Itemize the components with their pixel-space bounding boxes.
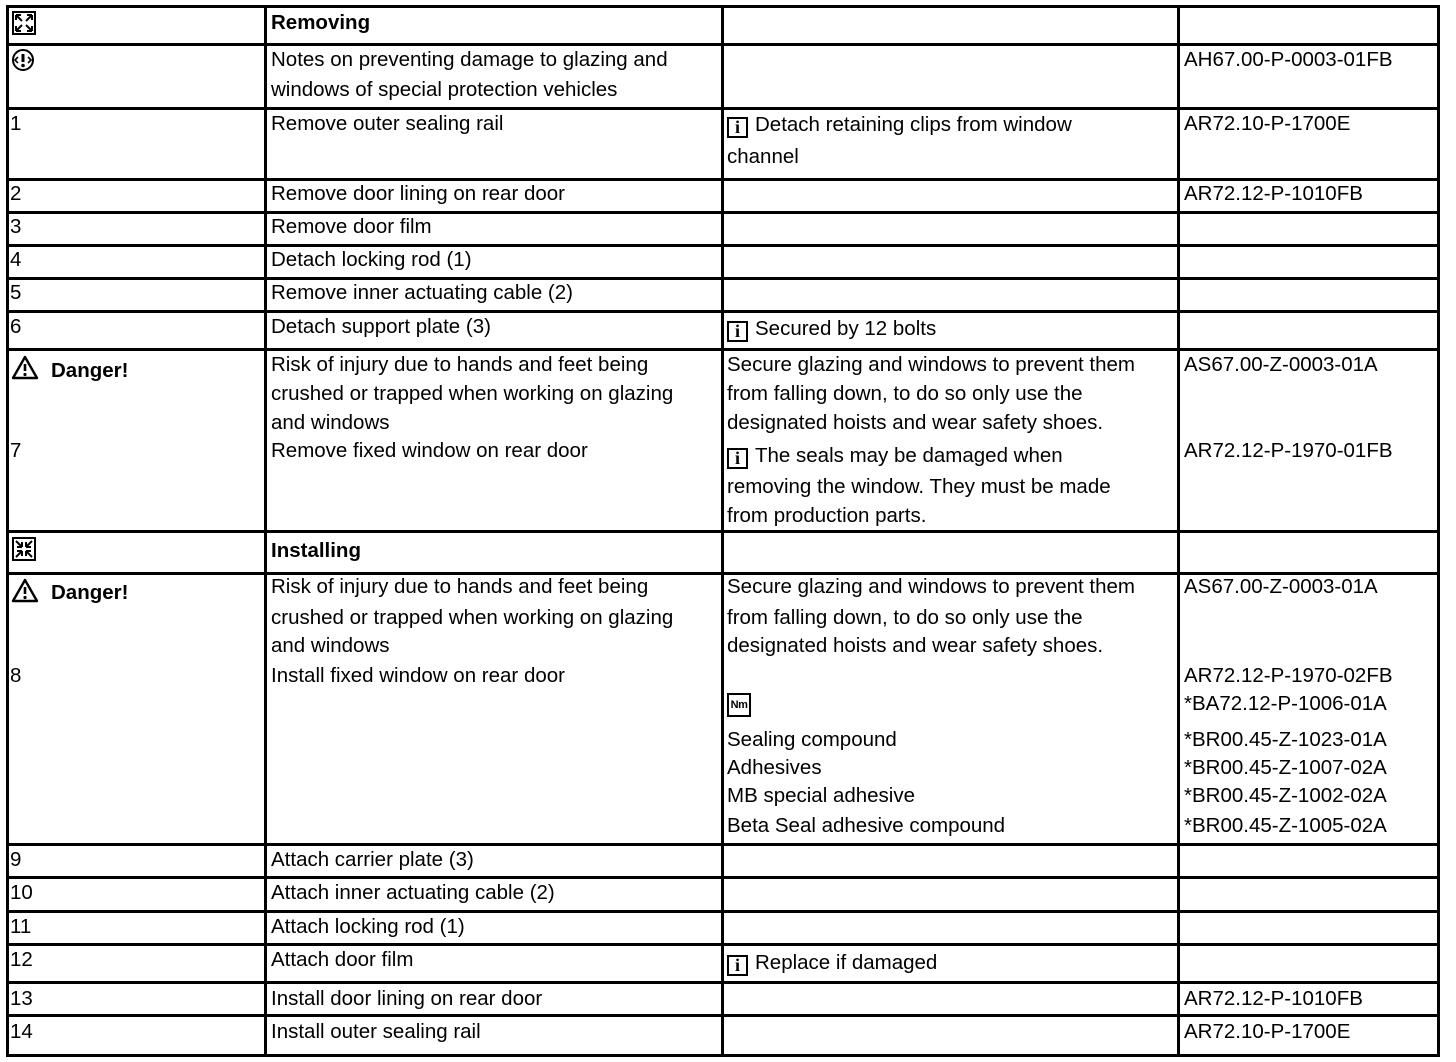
torque-icon: Nm	[727, 693, 751, 717]
step-text: Install door lining on rear door	[271, 987, 543, 1010]
safety-text-line: from falling down, to do so only use the	[727, 382, 1083, 405]
material-reference[interactable]: *BR00.45-Z-1007-02A	[1184, 756, 1387, 779]
notes-reference[interactable]: AH67.00-P-0003-01FB	[1184, 48, 1393, 71]
step-text: Remove outer sealing rail	[271, 112, 504, 135]
step-number: 5	[10, 281, 22, 304]
step-text: Detach locking rod (1)	[271, 248, 472, 271]
safety-text-line: from falling down, to do so only use the	[727, 606, 1083, 629]
grid-line	[6, 310, 1440, 313]
step-text: Remove door film	[271, 215, 432, 238]
info-icon: i	[727, 321, 748, 342]
info-note-text: channel	[727, 145, 799, 168]
notes-text-line2: windows of special protection vehicles	[271, 78, 618, 101]
material-name: MB special adhesive	[727, 784, 916, 807]
step-text: Remove fixed window on rear door	[271, 439, 588, 462]
grid-line	[6, 876, 1440, 879]
info-note-text: Secured by 12 bolts	[755, 317, 937, 340]
step-text: Attach door film	[271, 948, 414, 971]
step-number: 2	[10, 182, 22, 205]
grid-line	[6, 244, 1440, 247]
risk-text-line: and windows	[271, 634, 390, 657]
info-note-text: removing the window. They must be made	[727, 475, 1111, 498]
material-reference[interactable]: *BR00.45-Z-1023-01A	[1184, 728, 1387, 751]
info-note	[727, 442, 1063, 471]
step-number: 8	[10, 664, 22, 687]
step-reference[interactable]: AR72.12-P-1010FB	[1184, 182, 1363, 205]
material-reference[interactable]: *BR00.45-Z-1005-02A	[1184, 814, 1387, 837]
grid-line	[6, 530, 1440, 533]
danger-label: Danger!	[51, 581, 129, 604]
grid-line	[6, 5, 1440, 8]
safety-text-line: designated hoists and wear safety shoes.	[727, 634, 1104, 657]
info-note-text: from production parts.	[727, 504, 927, 527]
work-steps-table	[6, 5, 1440, 1057]
step-number: 9	[10, 848, 22, 871]
disassemble-icon	[12, 11, 36, 35]
step-number: 12	[10, 948, 33, 971]
step-text: Attach locking rod (1)	[271, 915, 465, 938]
grid-line	[6, 1014, 1440, 1017]
assemble-icon	[12, 537, 36, 561]
info-note	[727, 949, 937, 978]
notes-icon	[11, 48, 35, 72]
step-reference[interactable]: AR72.10-P-1700E	[1184, 112, 1351, 135]
step-number: 7	[10, 439, 22, 462]
section-title-installing: Installing	[271, 539, 361, 562]
section-title-removing: Removing	[271, 11, 371, 34]
material-name: Sealing compound	[727, 728, 897, 751]
risk-text-line: crushed or trapped when working on glazing	[271, 382, 674, 405]
grid-line	[6, 211, 1440, 214]
step-number: 3	[10, 215, 22, 238]
danger-reference[interactable]: AS67.00-Z-0003-01A	[1184, 575, 1378, 598]
step-text: Remove door lining on rear door	[271, 182, 565, 205]
step-text: Install fixed window on rear door	[271, 664, 565, 687]
step-text: Detach support plate (3)	[271, 315, 491, 338]
info-note	[727, 111, 1072, 140]
step-text: Install outer sealing rail	[271, 1020, 481, 1043]
step-number: 10	[10, 881, 33, 904]
grid-line	[6, 910, 1440, 913]
notes-text-line1: Notes on preventing damage to glazing and	[271, 48, 668, 71]
grid-line	[6, 843, 1440, 846]
risk-text-line: Risk of injury due to hands and feet being	[271, 575, 649, 598]
info-note	[727, 315, 936, 344]
grid-line	[6, 981, 1440, 984]
safety-text-line: Secure glazing and windows to prevent them	[727, 353, 1135, 376]
step-number: 4	[10, 248, 22, 271]
info-note-text: Detach retaining clips from window	[755, 113, 1072, 136]
warning-icon	[11, 578, 39, 603]
step-text: Attach inner actuating cable (2)	[271, 881, 555, 904]
info-note-text: Replace if damaged	[755, 951, 938, 974]
danger-reference[interactable]: AS67.00-Z-0003-01A	[1184, 353, 1378, 376]
step-number: 6	[10, 315, 22, 338]
step-text: Remove inner actuating cable (2)	[271, 281, 573, 304]
material-name: Adhesives	[727, 756, 822, 779]
step-number: 1	[10, 112, 22, 135]
material-reference[interactable]: *BR00.45-Z-1002-02A	[1184, 784, 1387, 807]
info-icon: i	[727, 955, 748, 976]
risk-text-line: crushed or trapped when working on glazing	[271, 606, 674, 629]
step-number: 14	[10, 1020, 33, 1043]
warning-icon	[11, 355, 39, 380]
step-text: Attach carrier plate (3)	[271, 848, 474, 871]
step-reference[interactable]: AR72.12-P-1970-01FB	[1184, 439, 1393, 462]
step-number: 13	[10, 987, 33, 1010]
risk-text-line: and windows	[271, 411, 390, 434]
step-reference[interactable]: AR72.12-P-1010FB	[1184, 987, 1363, 1010]
risk-text-line: Risk of injury due to hands and feet being	[271, 353, 649, 376]
step-number: 11	[10, 915, 32, 938]
step-reference[interactable]: AR72.10-P-1700E	[1184, 1020, 1351, 1043]
safety-text-line: Secure glazing and windows to prevent them	[727, 575, 1135, 598]
step-reference[interactable]: AR72.12-P-1970-02FB	[1184, 664, 1393, 687]
safety-text-line: designated hoists and wear safety shoes.	[727, 411, 1104, 434]
info-icon: i	[727, 117, 748, 138]
torque-reference[interactable]: *BA72.12-P-1006-01A	[1184, 692, 1387, 715]
grid-line	[6, 277, 1440, 280]
material-name: Beta Seal adhesive compound	[727, 814, 1006, 837]
info-icon: i	[727, 448, 748, 469]
danger-label: Danger!	[51, 359, 129, 382]
grid-line	[6, 1054, 1440, 1057]
grid-line	[6, 943, 1440, 946]
info-note-text: The seals may be damaged when	[755, 444, 1063, 467]
